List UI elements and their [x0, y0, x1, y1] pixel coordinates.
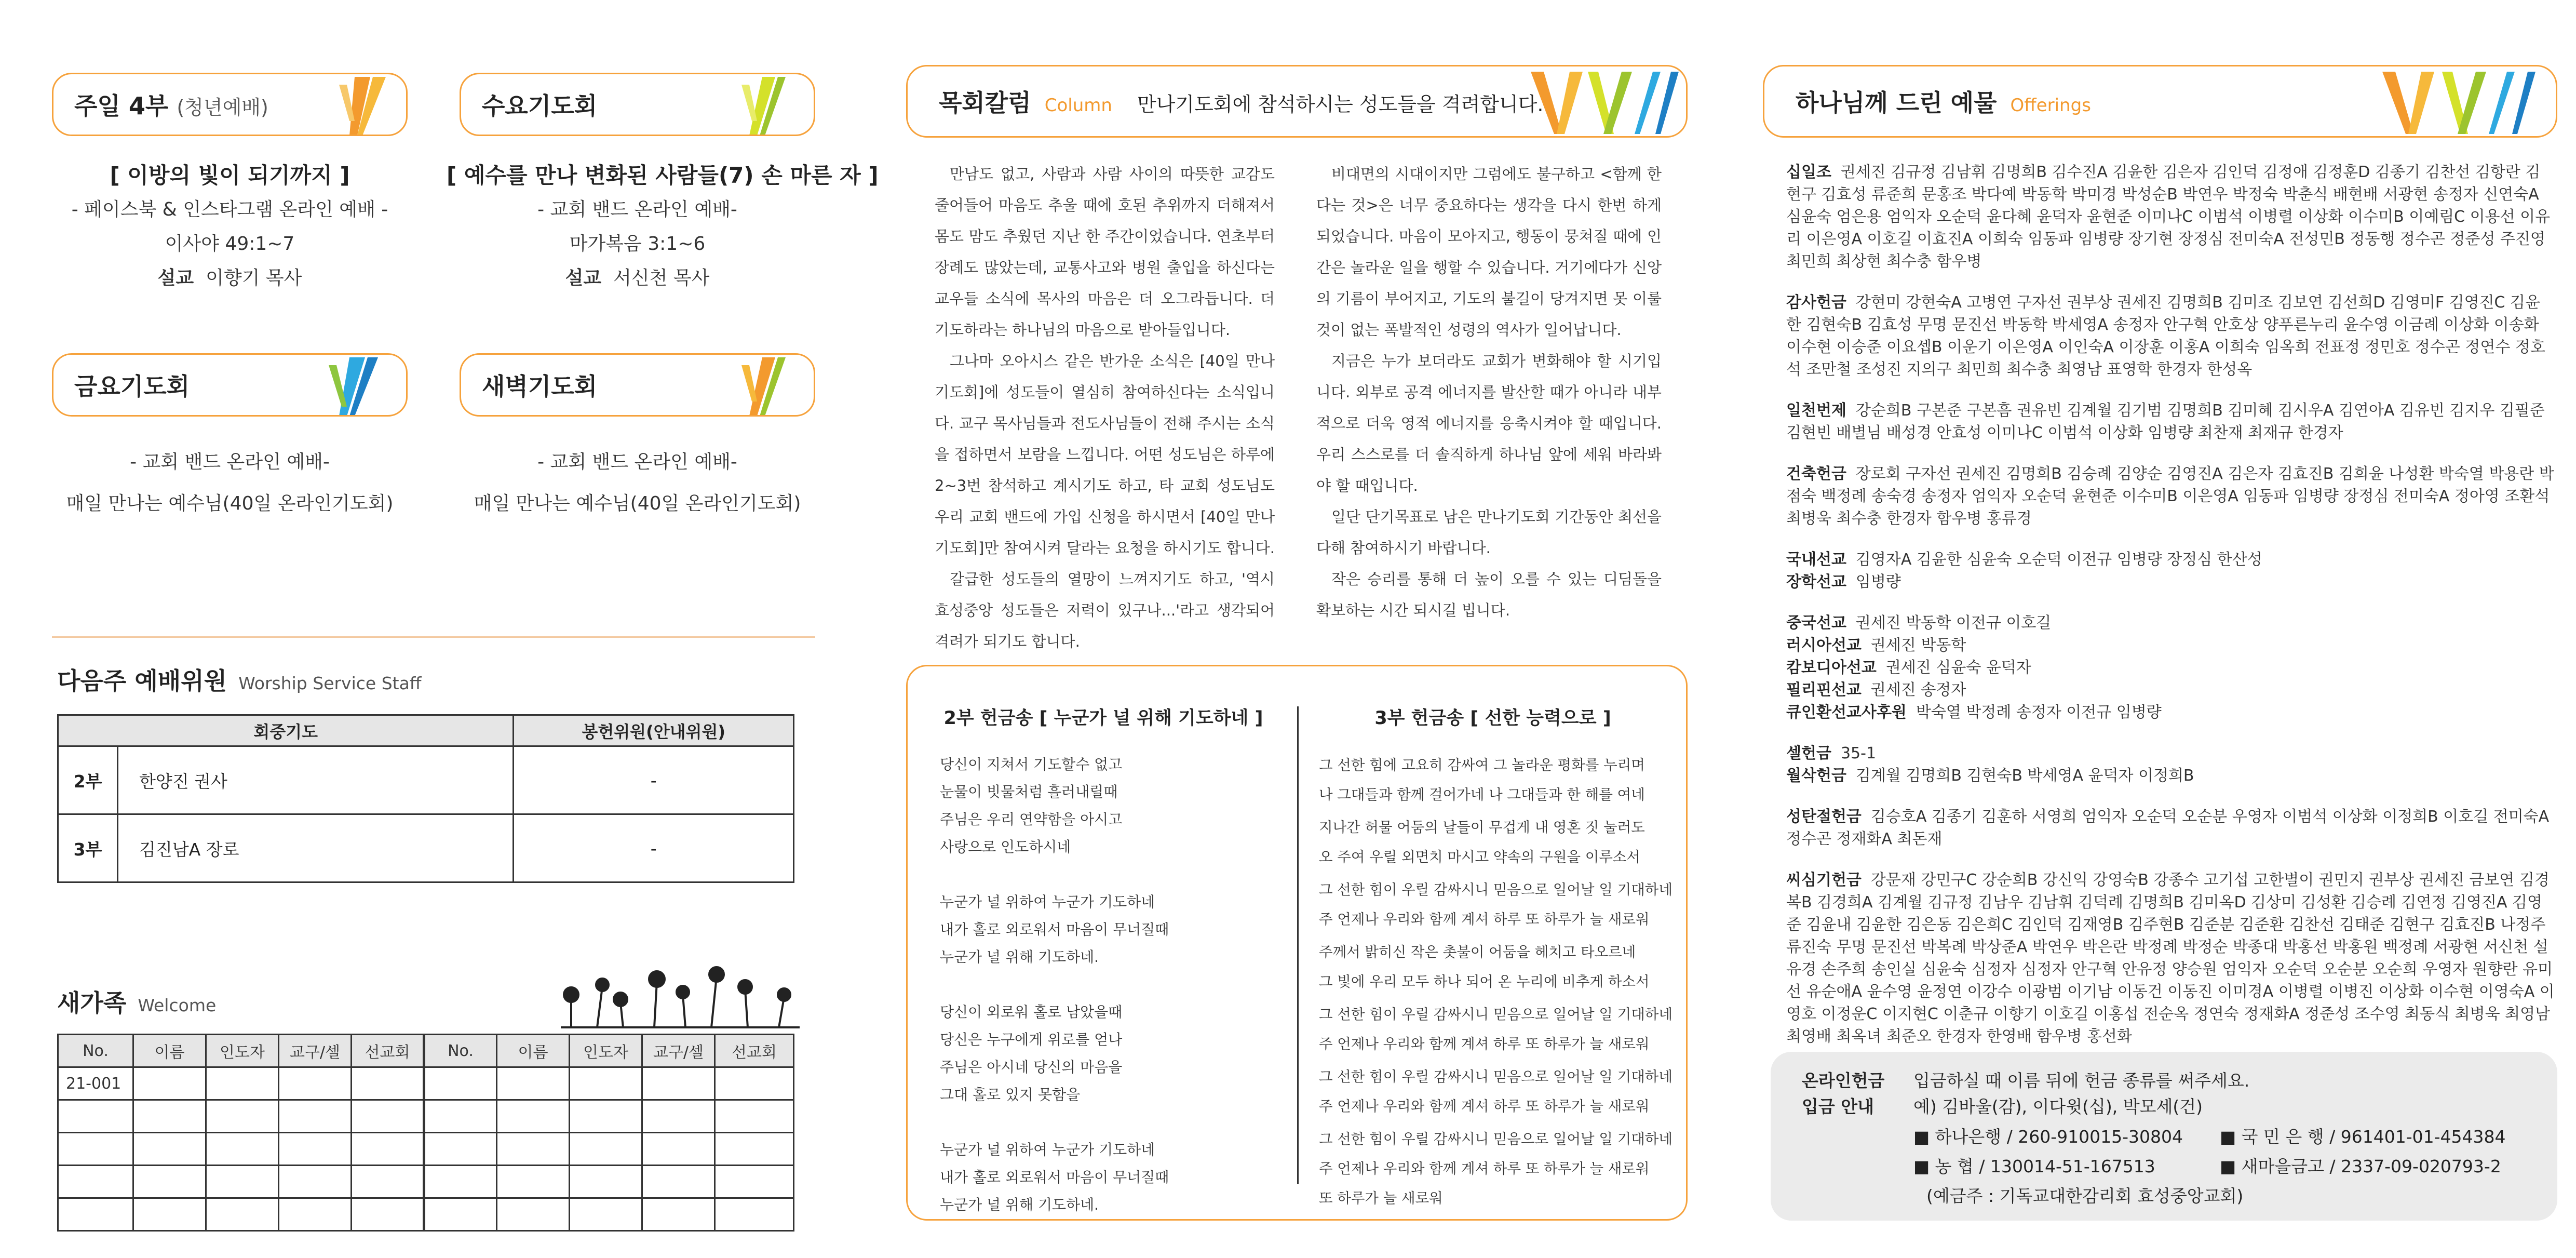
- lyric-line: 나 그대들과 함께 걸어가네 나 그대들과 한 해를 여네: [1319, 786, 1645, 803]
- column-en: Column: [1044, 95, 1112, 116]
- hymn-stanza: [1319, 751, 1673, 810]
- offering-label: 씨심기헌금: [1786, 871, 1862, 889]
- column-headline: 만나기도회에 참석하시는 성도들을 격려합니다.: [1137, 93, 1544, 116]
- staff-table: [57, 714, 794, 883]
- lyric-line: 당신이 외로워 홀로 남았을때: [940, 1003, 1123, 1021]
- column-paragraph: 갈급한 성도들의 열망이 느껴지기도 하고, '역시 효성중앙 성도들은 저력이 있구나...'라고 생각되어 격려가 되기도 합니다.: [935, 570, 1275, 650]
- lyric-line: 주 언제나 우리와 함께 계셔 하루 또 하루가 늘 새로워: [1319, 911, 1650, 928]
- table-row: [58, 1166, 794, 1198]
- offering-names: 임병량: [1855, 573, 1901, 591]
- brush-decoration-icon: [2372, 66, 2543, 138]
- friday-desc: 매일 만나는 예수님(40일 온라인기도회): [66, 493, 394, 514]
- lyric-line: 그 선한 힘이 우릴 감싸시니 믿음으로 일어날 일 기대하네: [1319, 881, 1673, 898]
- hymn-divider: [1297, 706, 1299, 1184]
- hymn-stanza: [940, 888, 1169, 971]
- lyric-line: 눈물이 빗물처럼 흘러내릴때: [940, 783, 1118, 800]
- table-row: [58, 1100, 794, 1133]
- newfamily-header: 인도자: [206, 1035, 279, 1067]
- hymn-stanza: [1319, 1062, 1673, 1121]
- staff-service: 2부: [58, 746, 118, 814]
- lyric-line: 주께서 밝히신 작은 촛불이 어둠을 헤치고 타오르네: [1319, 944, 1636, 960]
- offering-names: 권세진 박동학 이전규 이호길: [1855, 614, 2052, 632]
- offering-label: 일천번제: [1786, 402, 1846, 420]
- wednesday-details: [447, 158, 879, 296]
- newfamily-header: 이름: [133, 1035, 206, 1067]
- offering-group: [1786, 161, 2555, 273]
- lyric-line: 내가 홀로 외로워서 마음이 무너질때: [940, 1169, 1169, 1186]
- newfamily-subtitle: Welcome: [138, 995, 217, 1015]
- staff-offering: -: [514, 746, 794, 814]
- divider: [52, 636, 815, 638]
- hymn-stanza: [1319, 938, 1673, 997]
- sunday-4-theme: [ 이방의 빛이 되기까지 ]: [110, 163, 350, 188]
- brush-decoration-icon: [731, 355, 804, 417]
- dawn-desc: 매일 만나는 예수님(40일 온라인기도회): [474, 493, 801, 514]
- hymn-2-title: 2부 헌금송 [ 누군가 널 위해 기도하네 ]: [943, 708, 1263, 729]
- hymn-stanza: [1319, 1125, 1673, 1213]
- bank-info-box: [1771, 1052, 2557, 1221]
- dawn-note: - 교회 밴드 온라인 예배-: [537, 451, 737, 473]
- offering-names: 강순희B 구본준 구본흠 권유빈 김계월 김기범 김명희B 김미혜 김시우A 김연아A 김유빈 김지우 김필준 김현빈 배별님 배성경 안효성 이미나C 이범석 이상화 임병량 최찬재 최재규 한경자: [1786, 402, 2545, 442]
- bank-holder: (예금주 : 기독교대한감리회 효성중앙교회): [1926, 1186, 2244, 1206]
- brush-decoration-icon: [313, 355, 401, 417]
- offering-group: [1786, 806, 2555, 850]
- lyric-line: 주 언제나 우리와 함께 계셔 하루 또 하루가 늘 새로워: [1319, 1098, 1650, 1115]
- wednesday-preacher: 서신천 목사: [613, 267, 710, 289]
- lyric-line: 주님은 아시네 당신의 마음을: [940, 1059, 1123, 1076]
- wednesday-note: - 교회 밴드 온라인 예배-: [537, 199, 737, 220]
- friday-header: [52, 353, 408, 417]
- offerings-list: [1786, 161, 2555, 1066]
- table-row: [58, 814, 794, 882]
- column-title: 목회칼럼: [939, 89, 1031, 117]
- offering-label: 중국선교: [1786, 614, 1846, 632]
- lyric-line: 누군가 널 위해 기도하네.: [940, 1196, 1099, 1213]
- table-row: [58, 1133, 794, 1166]
- brush-decoration-icon: [1520, 66, 1687, 138]
- hymn-2-lyrics: [940, 751, 1169, 1246]
- newfamily-title-text: 새가족: [57, 989, 127, 1017]
- dawn-title: 새벽기도회: [482, 372, 598, 400]
- newfamily-header: No.: [424, 1035, 497, 1067]
- offering-names: 김승호A 김종기 김훈하 서영희 엄익자 오순덕 오순분 우영자 이범석 이상화 이정희B 이호길 전미숙A 정수곤 정재화A 최돈재: [1786, 808, 2550, 848]
- staff-prayer: 한양진 권사: [118, 746, 514, 814]
- bank-account-hana: ■ 하나은행 / 260-910015-30804: [1913, 1127, 2183, 1147]
- lyric-line: 그 선한 힘이 우릴 감싸시니 믿음으로 일어날 일 기대하네: [1319, 1131, 1673, 1147]
- hymn-stanza: [940, 1136, 1169, 1219]
- newfamily-header: No.: [58, 1035, 133, 1067]
- lyric-line: 주님은 우리 연약함을 아시고: [940, 811, 1123, 828]
- hymn-stanza: [940, 751, 1169, 861]
- offering-names: 강문재 강민구C 강순희B 강신익 강영숙B 강종수 고기섭 고한별이 권민지 권부상 권세진 금보연 김경복B 김경희A 김계월 김규정 김남우 김남휘 김덕례 김명희B 김미옥D 김상미 김성환 김승례 김연정 김영진A 김영준 김윤내 김윤한 김은동 김은희C 김인덕 김재영B 김주현B 김준분 김준환 김찬선 김태준 김현구 김효진B 나정주 류진숙 무명 문진선 박복례 박상준A 박연우 박은란 박정례 박정순 박종대 박홍선 박홍원 백정례 서광현 서신천 설유경 손주희 송인실 심윤숙 심정자 심정자 안구혁 안유정 양승원 엄익자 오순덕 오순분 오순희 우영자 원향란 유미선 유순애A 윤수영 윤정연 이강수 이광범 이기남 이동건 이동진 이미경A 이병렬 이병진 이상화 이수현 이영숙A 이영호 이정운C 이지현C 이춘규 이향기 이호길 이홍섭 전순옥 정연숙 정재화A 정준성 조수영 최동식 최병욱 최영남 최영배 최옥녀 최준오 한경자 한영배 함우병 홍선화: [1786, 871, 2555, 1046]
- sunday-4-header: [52, 73, 408, 136]
- offering-label: 셀헌금: [1786, 744, 1831, 762]
- friday-details: [52, 441, 408, 525]
- sunday-4-note: - 페이스북 & 인스타그램 온라인 예배 -: [71, 199, 388, 220]
- flowers-illustration-icon: [556, 966, 805, 1028]
- lyric-line: 당신은 누구에게 위로를 얻나: [940, 1031, 1123, 1048]
- offering-names: 권세진 박동학: [1870, 636, 1966, 654]
- lyric-line: 누군가 널 위하여 누군가 기도하네: [940, 1141, 1155, 1158]
- lyric-line: 그 빛에 우리 모두 하나 되어 온 누리에 비추게 하소서: [1319, 973, 1650, 990]
- offering-label: 월삭헌금: [1786, 767, 1846, 785]
- offering-label: 큐인환선교사후원: [1786, 703, 1907, 721]
- lyric-line: 사랑으로 인도하시네: [940, 838, 1071, 855]
- bank-label-online: 온라인헌금: [1802, 1070, 1885, 1091]
- friday-note: - 교회 밴드 온라인 예배-: [130, 451, 330, 473]
- brush-decoration-icon: [731, 74, 804, 136]
- hymn-stanza: [1319, 813, 1673, 872]
- friday-title: 금요기도회: [74, 372, 190, 400]
- lyric-line: 오 주여 우릴 외면치 마시고 약속의 구원을 이루소서: [1319, 849, 1641, 865]
- newfamily-header: 교구/셀: [279, 1035, 352, 1067]
- lyric-line: 당신이 지쳐서 기도할수 없고: [940, 756, 1123, 773]
- dawn-details: [460, 441, 815, 525]
- offering-group: [1786, 869, 2555, 1048]
- column-paragraph: 일단 단기목표로 남은 만나기도회 기간동안 최선을 다해 참여하시기 바랍니다.: [1316, 508, 1662, 557]
- column-left: [935, 158, 1275, 657]
- table-row: [58, 746, 794, 814]
- offering-label: 캄보디아선교: [1786, 659, 1877, 677]
- lyric-line: 주 언제나 우리와 함께 계셔 하루 또 하루가 늘 새로워: [1319, 1160, 1650, 1177]
- newfamily-table: [57, 1034, 794, 1232]
- wednesday-header: [460, 73, 815, 136]
- lyric-line: 그 선한 힘이 우릴 감싸시니 믿음으로 일어날 일 기대하네: [1319, 1068, 1673, 1085]
- lyric-line: 그대 홀로 있지 못함을: [940, 1086, 1081, 1103]
- wednesday-title: 수요기도회: [482, 92, 598, 120]
- hymn-stanza: [1319, 875, 1673, 934]
- brush-decoration-icon: [334, 74, 407, 136]
- lyric-line: 지나간 허물 어둠의 날들이 무겁게 내 영혼 짓 눌러도: [1319, 819, 1645, 836]
- column-paragraph: 그나마 오아시스 같은 반가운 소식은 [40일 만나기도회]에 성도들이 열심히 참여하신다는 소식입니다. 교구 목사님들과 전도사님들이 전해 주시는 소식을 접하면서 보람을 느낍니다. 어떤 성도님은 하루에 2~3번 참석하고 계시기도 하고, 타 교회 성도님도 우리 교회 밴드에 가입 신청을 하시면서 [40일 만나기도회]만 참여시켜 달라는 요청을 하시기도 합니다.: [935, 352, 1275, 557]
- column-paragraph: 비대면의 시대이지만 그럼에도 불구하고 <함께 한다는 것>은 너무 중요하다는 생각을 다시 한번 하게 되었습니다. 마음이 모아지고, 행동이 뭉쳐질 때에 인간은 놀라운 일을 행할 수 있습니다. 거기에다가 신앙의 기름이 부어지고, 기도의 불길이 당겨지면 못 이룰 것이 없는 폭발적인 성령의 역사가 일어납니다.: [1316, 165, 1662, 339]
- offering-group: [1786, 742, 2555, 787]
- offering-names: 김계월 김명희B 김현숙B 박세영A 윤덕자 이정희B: [1855, 767, 2194, 785]
- staff-header-prayer: 회중기도: [58, 715, 514, 746]
- newfamily-header: 선교회: [715, 1035, 794, 1067]
- table-row: [58, 1198, 794, 1231]
- hymn-stanza: [1319, 1000, 1673, 1059]
- wednesday-preacher-label: 설교: [565, 267, 602, 289]
- offering-label: 십일조: [1786, 163, 1831, 181]
- bank-account-nonghyup: ■ 농 협 / 130014-51-167513: [1913, 1156, 2155, 1176]
- lyric-line: 그 선한 힘에 고요히 감싸여 그 놀라운 평화를 누리며: [1319, 757, 1645, 773]
- staff-service: 3부: [58, 814, 118, 882]
- offering-names: 장로회 구자선 권세진 김명희B 김승례 김양순 김영진A 김은자 김효진B 김희윤 나성환 박숙열 박용란 박점숙 백정례 송숙경 송정자 엄익자 오순덕 윤현준 이수미B 이은영A 임동파 임병량 장정심 전미숙A 정아영 조환석 최병욱 최수충 한경자 함우병 홍류경: [1786, 465, 2554, 528]
- lyric-line: 또 하루가 늘 새로워: [1319, 1190, 1443, 1207]
- offering-label: 필리핀선교: [1786, 681, 1862, 699]
- staff-offering: -: [514, 814, 794, 882]
- newfamily-header: 교구/셀: [642, 1035, 715, 1067]
- offering-names: 권세진 심윤숙 윤덕자: [1885, 659, 2031, 677]
- offerings-title: 하나님께 드린 예물: [1796, 89, 1997, 117]
- offering-label: 국내선교: [1786, 551, 1846, 569]
- newfamily-no: 21-001: [58, 1067, 133, 1100]
- sunday-4-preacher: 이향기 목사: [206, 267, 302, 289]
- newfamily-header: 선교회: [352, 1035, 424, 1067]
- staff-title-text: 다음주 예배위원: [57, 667, 227, 695]
- sunday-4-details: [52, 158, 408, 296]
- hymn-stanza: [940, 998, 1169, 1108]
- hymn-3-lyrics: [1319, 751, 1673, 1213]
- sunday-4-title: 주일 4부: [74, 92, 169, 120]
- offering-names: 박숙열 박정례 송정자 이전규 임병량: [1916, 703, 2162, 721]
- lyric-line: 누군가 널 위해 기도하네.: [940, 948, 1099, 966]
- sunday-4-preacher-label: 설교: [157, 267, 194, 289]
- offering-names: 강현미 강현숙A 고병연 구자선 권부상 권세진 김명희B 김미조 김보연 김선희D 김영미F 김영진C 김윤한 김현숙B 김효성 무명 문진선 박동학 박세영A 송정자 안구혁 안호상 양푸른누리 윤수영 이금례 이상화 이송화 이수현 이승준 이요셉B 이운기 이은영A 이인숙A 이장훈 이홍A 이희숙 임옥희 전표정 정민호 정수곤 정연수 정호석 조만철 조성진 지의구 최민희 최수충 최영남 표영학 한경자 한성옥: [1786, 293, 2545, 379]
- offerings-header: [1763, 65, 2557, 138]
- offering-label: 성탄절헌금: [1786, 808, 1862, 826]
- bank-guide: 입금하실 때 이름 뒤에 헌금 종류를 써주세요.: [1913, 1070, 2250, 1091]
- offering-group: [1786, 463, 2555, 530]
- offering-label: 장학선교: [1786, 573, 1846, 591]
- wednesday-scripture: 마가복음 3:1~6: [569, 233, 706, 255]
- column-header: [906, 65, 1688, 138]
- table-row: [58, 1067, 794, 1100]
- sunday-4-scripture: 이사야 49:1~7: [165, 233, 295, 255]
- bank-account-kookmin: ■ 국 민 은 행 / 961401-01-454384: [2220, 1127, 2506, 1147]
- offering-label: 러시아선교: [1786, 636, 1862, 654]
- offering-group: [1786, 612, 2555, 724]
- hymn-3-title: 3부 헌금송 [ 선한 능력으로 ]: [1374, 708, 1611, 729]
- offering-label: 건축헌금: [1786, 465, 1846, 483]
- dawn-header: [460, 353, 815, 417]
- lyric-line: 그 선한 힘이 우릴 감싸시니 믿음으로 일어날 일 기대하네: [1319, 1006, 1673, 1023]
- newfamily-title: [57, 984, 216, 1019]
- column-paragraph: 만남도 없고, 사람과 사람 사이의 따뜻한 교감도 줄어들어 마음도 추울 때에 호된 추위까지 더해져서 몸도 맘도 추웠던 지난 한 주간이었습니다. 연초부터 장례도 많았는데, 교통사고와 병원 출입을 하신다는 교우들 소식에 목사의 마음은 더 오그라듭니다. 더 기도하라는 하나님의 마음으로 받아들입니다.: [935, 165, 1275, 339]
- staff-subtitle: Worship Service Staff: [238, 673, 422, 693]
- offering-names: 김영자A 김윤한 심윤숙 오순덕 이전규 임병량 장정심 한산성: [1855, 551, 2262, 569]
- newfamily-header: 인도자: [570, 1035, 642, 1067]
- sunday-4-subtitle: (청년예배): [177, 96, 268, 119]
- offering-group: [1786, 548, 2555, 593]
- wednesday-theme: [ 예수를 만나 변화된 사람들(7) 손 마른 자 ]: [447, 163, 879, 188]
- lyric-line: 주 언제나 우리와 함께 계셔 하루 또 하루가 늘 새로워: [1319, 1036, 1650, 1052]
- lyric-line: 누군가 널 위하여 누군가 기도하네: [940, 893, 1155, 911]
- offering-group: [1786, 291, 2555, 381]
- offering-names: 권세진 송정자: [1870, 681, 1966, 699]
- offering-label: 감사헌금: [1786, 293, 1846, 312]
- offering-names: 35-1: [1840, 744, 1877, 762]
- bank-example: 예) 김바울(감), 이다윗(십), 박모세(건): [1913, 1096, 2203, 1117]
- column-right: [1316, 158, 1662, 626]
- newfamily-header: 이름: [497, 1035, 570, 1067]
- bank-label-deposit: 입금 안내: [1802, 1096, 1874, 1117]
- lyric-line: 내가 홀로 외로워서 마음이 무너질때: [940, 921, 1169, 938]
- column-paragraph: 작은 승리를 통해 더 높이 오를 수 있는 디딤돌을 확보하는 시간 되시길 빕니다.: [1316, 570, 1662, 619]
- offering-group: [1786, 399, 2555, 444]
- offering-names: 권세진 김규정 김남휘 김명희B 김수진A 김윤한 김은자 김인덕 김정애 김정훈D 김종기 김찬선 김항란 김현구 김효성 류준희 문홍조 박다예 박동학 박미경 박성순B 박연우 박정숙 박춘식 배현배 서광현 송정자 신연숙A 심윤숙 엄은용 엄익자 오순덕 윤다혜 윤덕자 윤현준 이미나C 이범석 이병렬 이상화 이수미B 이예림C 이용선 이유리 이은영A 이호길 이효진A 이희숙 임동파 임병량 장기현 장정심 전미숙A 전성민B 정동행 정수곤 정준성 주진영 최민희 최상현 최수충 함우병: [1786, 163, 2551, 271]
- staff-header-offering: 봉헌위원(안내위원): [514, 715, 794, 746]
- staff-title: [57, 662, 422, 697]
- staff-prayer: 김진남A 장로: [118, 814, 514, 882]
- offerings-en: Offerings: [2010, 95, 2091, 116]
- column-paragraph: 지금은 누가 보더라도 교회가 변화해야 할 시기입니다. 외부로 공격 에너지를 발산할 때가 아니라 내부적으로 더욱 영적 에너지를 응축시켜야 할 때입니다. 우리 스스로를 더 솔직하게 하나님 앞에 세워 바라봐야 할 때입니다.: [1316, 352, 1662, 494]
- bank-account-saemaeul: ■ 새마을금고 / 2337-09-020793-2: [2220, 1156, 2501, 1176]
